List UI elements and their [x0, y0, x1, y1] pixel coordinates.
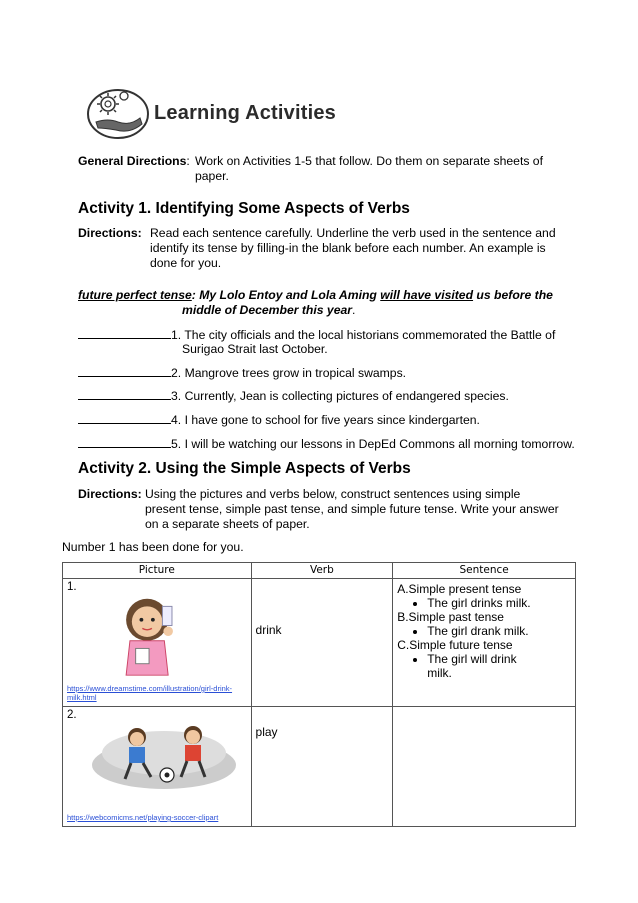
sentence-c-label: C.Simple future tense — [397, 638, 513, 652]
item-text-continued: Surigao Strait last October. — [182, 342, 328, 356]
verb-cell — [251, 707, 393, 827]
picture-cell — [63, 707, 252, 827]
activity-2-title: Activity 2. Using the Simple Aspects of Verbs — [78, 460, 411, 477]
example-pre: : My Lolo Entoy and Lola Aming — [191, 288, 381, 302]
item-number: 5. — [171, 437, 182, 451]
answer-blank[interactable] — [78, 327, 171, 339]
list-item — [78, 365, 568, 381]
activity-2-table — [62, 562, 576, 827]
general-directions-text-2: paper. — [195, 169, 229, 183]
general-directions-text: Work on Activities 1-5 that follow. Do them on separate sheets of — [195, 154, 543, 168]
column-header-picture: Picture — [63, 563, 252, 579]
activity-1-directions-line: done for you. — [150, 256, 222, 270]
page-title: Learning Activities — [154, 102, 336, 124]
sentence-cell — [393, 707, 576, 827]
answer-blank[interactable] — [78, 412, 171, 424]
table-row — [63, 579, 576, 707]
general-directions-label: General Directions — [78, 154, 187, 168]
activity-2-directions-line: present tense, simple past tense, and simple future tense. Write your answer — [145, 502, 559, 516]
example-end: . — [352, 303, 356, 317]
picture-cell — [63, 579, 252, 707]
item-number: 4. — [171, 413, 182, 427]
example-tense: future perfect tense — [78, 288, 192, 302]
column-header-sentence: Sentence — [393, 563, 576, 579]
verb-text: drink — [255, 623, 282, 637]
verb-text: play — [255, 725, 278, 739]
list-item — [78, 327, 568, 343]
activity-2-directions-label: Directions: — [78, 487, 142, 501]
list-item — [78, 388, 568, 404]
answer-blank[interactable] — [78, 365, 171, 377]
item-number: 2. — [171, 366, 182, 380]
activity-2-note: Number 1 has been done for you. — [62, 540, 244, 554]
learning-activities-logo-icon — [86, 84, 150, 140]
table-header-row — [63, 563, 576, 579]
activity-1-directions-line: Read each sentence carefully. Underline the verb used in the sentence and — [150, 226, 556, 240]
item-text: Currently, Jean is collecting pictures of endangered species. — [184, 389, 509, 403]
item-text: I will be watching our lessons in DepEd Commons all morning tomorrow. — [184, 437, 575, 451]
list-item — [78, 436, 578, 452]
item-number: 1. — [171, 328, 182, 342]
column-header-verb: Verb — [251, 563, 393, 579]
example-sentence — [78, 288, 568, 303]
answer-blank[interactable] — [78, 388, 171, 400]
colon: : — [186, 154, 190, 168]
activity-2-directions-line: on a separate sheets of paper. — [145, 517, 310, 531]
item-text: Mangrove trees grow in tropical swamps. — [184, 366, 407, 380]
sentence-c-answer: • The girl will drink milk. — [427, 652, 531, 680]
kids-playing-soccer-icon — [89, 721, 239, 791]
activity-1-title: Activity 1. Identifying Some Aspects of Verbs — [78, 200, 410, 217]
girl-drinking-milk-icon — [107, 593, 193, 679]
example-verb: will have visited — [380, 288, 474, 302]
sentence-a-answer: • The girl drinks milk. — [427, 596, 571, 610]
verb-cell — [251, 579, 393, 707]
picture-source-link[interactable]: https://webcomicms.net/playing-soccer-clipart — [67, 813, 219, 822]
answer-blank[interactable] — [78, 436, 171, 448]
activity-2-directions-line: Using the pictures and verbs below, construct sentences using simple — [145, 487, 521, 501]
row-number: 2. — [67, 709, 77, 721]
item-text: I have gone to school for five years since kindergarten. — [184, 413, 480, 427]
table-row — [63, 707, 576, 827]
activity-1-directions-label: Directions: — [78, 226, 142, 240]
item-text: The city officials and the local historians commemorated the Battle of — [184, 328, 556, 342]
sentence-b-answer: • The girl drank milk. — [427, 624, 571, 638]
row-number: 1. — [67, 581, 77, 593]
list-item — [78, 412, 568, 428]
activity-1-directions-line: identify its tense by filling-in the blank before each number. An example is — [150, 241, 546, 255]
example-post: us before the — [473, 288, 553, 302]
sentence-a-label: A.Simple present tense — [397, 582, 522, 596]
item-number: 3. — [171, 389, 182, 403]
example-line-2: middle of December this year — [182, 303, 353, 317]
picture-source-link[interactable]: https://www.dreamstime.com/illustration/girl-drink-milk.html — [67, 684, 233, 702]
sentence-cell — [393, 579, 576, 707]
sentence-b-label: B.Simple past tense — [397, 610, 504, 624]
